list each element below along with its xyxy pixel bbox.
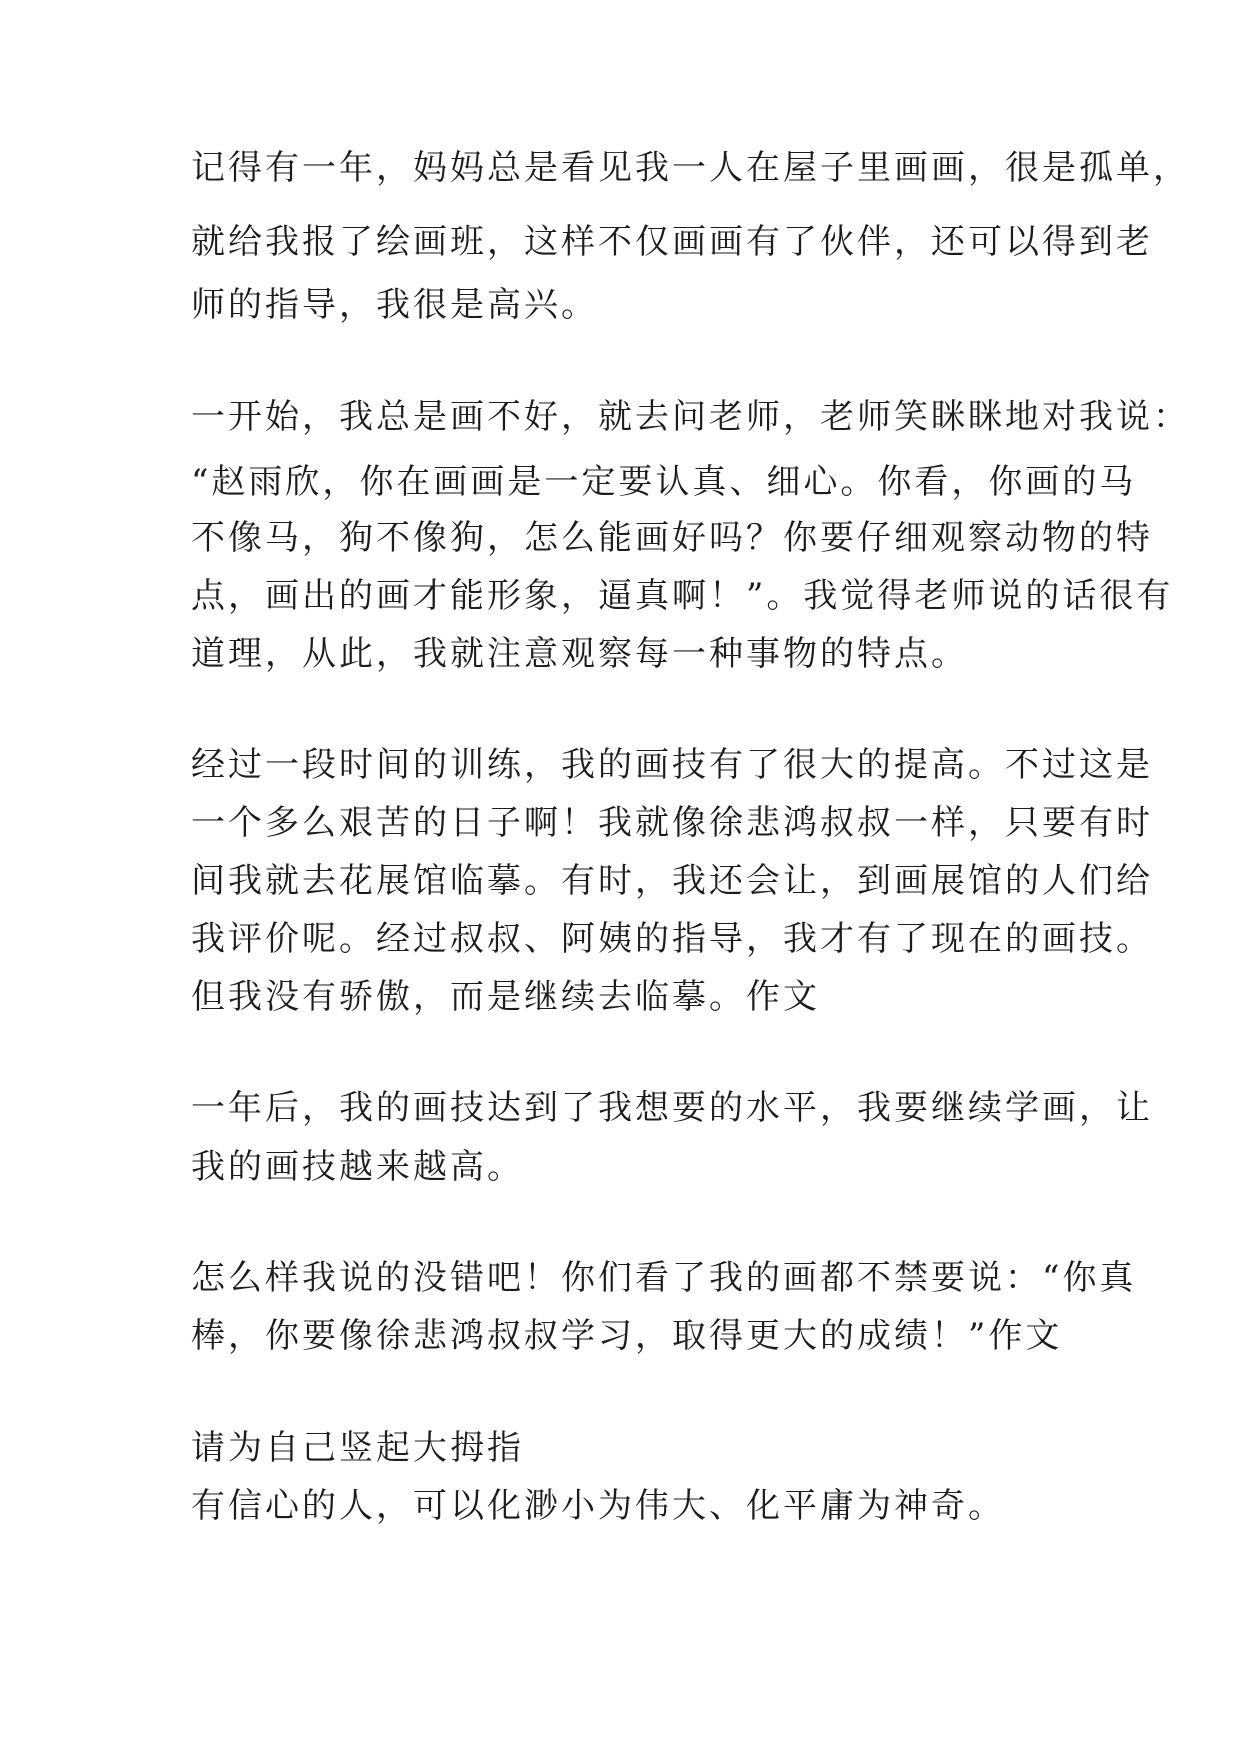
paragraph-2-line-1: 一开始，我总是画不好，就去问老师，老师笑眯眯地对我说： — [191, 397, 1190, 437]
paragraph-2-line-4: 点，画出的画才能形象，逼真啊！”。我觉得老师说的话很有 — [191, 576, 1174, 616]
paragraph-2-line-3: 不像马，狗不像狗，怎么能画好吗？你要仔细观察动物的特 — [191, 518, 1153, 558]
paragraph-3-line-3: 间我就去花展馆临摹。有时，我还会让，到画展馆的人们给 — [191, 861, 1153, 901]
paragraph-1-line-2: 就给我报了绘画班，这样不仅画画有了伙伴，还可以得到老 — [191, 222, 1153, 262]
paragraph-2-line-2: “赵雨欣，你在画画是一定要认真、细心。你看，你画的马 — [191, 462, 1137, 502]
paragraph-3-line-1: 经过一段时间的训练，我的画技有了很大的提高。不过这是 — [191, 745, 1153, 785]
paragraph-3-line-5: 但我没有骄傲，而是继续去临摹。作文 — [191, 977, 820, 1017]
paragraph-1-line-3: 师的指导，我很是高兴。 — [191, 285, 598, 325]
paragraph-3-line-4: 我评价呢。经过叔叔、阿姨的指导，我才有了现在的画技。 — [191, 919, 1153, 959]
paragraph-2-line-5: 道理，从此，我就注意观察每一种事物的特点。 — [191, 634, 968, 674]
heading-line: 请为自己竖起大拇指 — [191, 1428, 524, 1468]
paragraph-5-line-2: 棒，你要像徐悲鸿叔叔学习，取得更大的成绩！”作文 — [191, 1316, 1063, 1356]
paragraph-4-line-1: 一年后，我的画技达到了我想要的水平，我要继续学画，让 — [191, 1088, 1153, 1128]
paragraph-5-line-1: 怎么样我说的没错吧！你们看了我的画都不禁要说：“你真 — [191, 1258, 1137, 1298]
paragraph-4-line-2: 我的画技越来越高。 — [191, 1147, 524, 1187]
closing-line: 有信心的人，可以化渺小为伟大、化平庸为神奇。 — [191, 1486, 1005, 1526]
paragraph-3-line-2: 一个多么艰苦的日子啊！我就像徐悲鸿叔叔一样，只要有时 — [191, 803, 1153, 843]
paragraph-1-line-1: 记得有一年，妈妈总是看见我一人在屋子里画画，很是孤单， — [191, 148, 1190, 188]
